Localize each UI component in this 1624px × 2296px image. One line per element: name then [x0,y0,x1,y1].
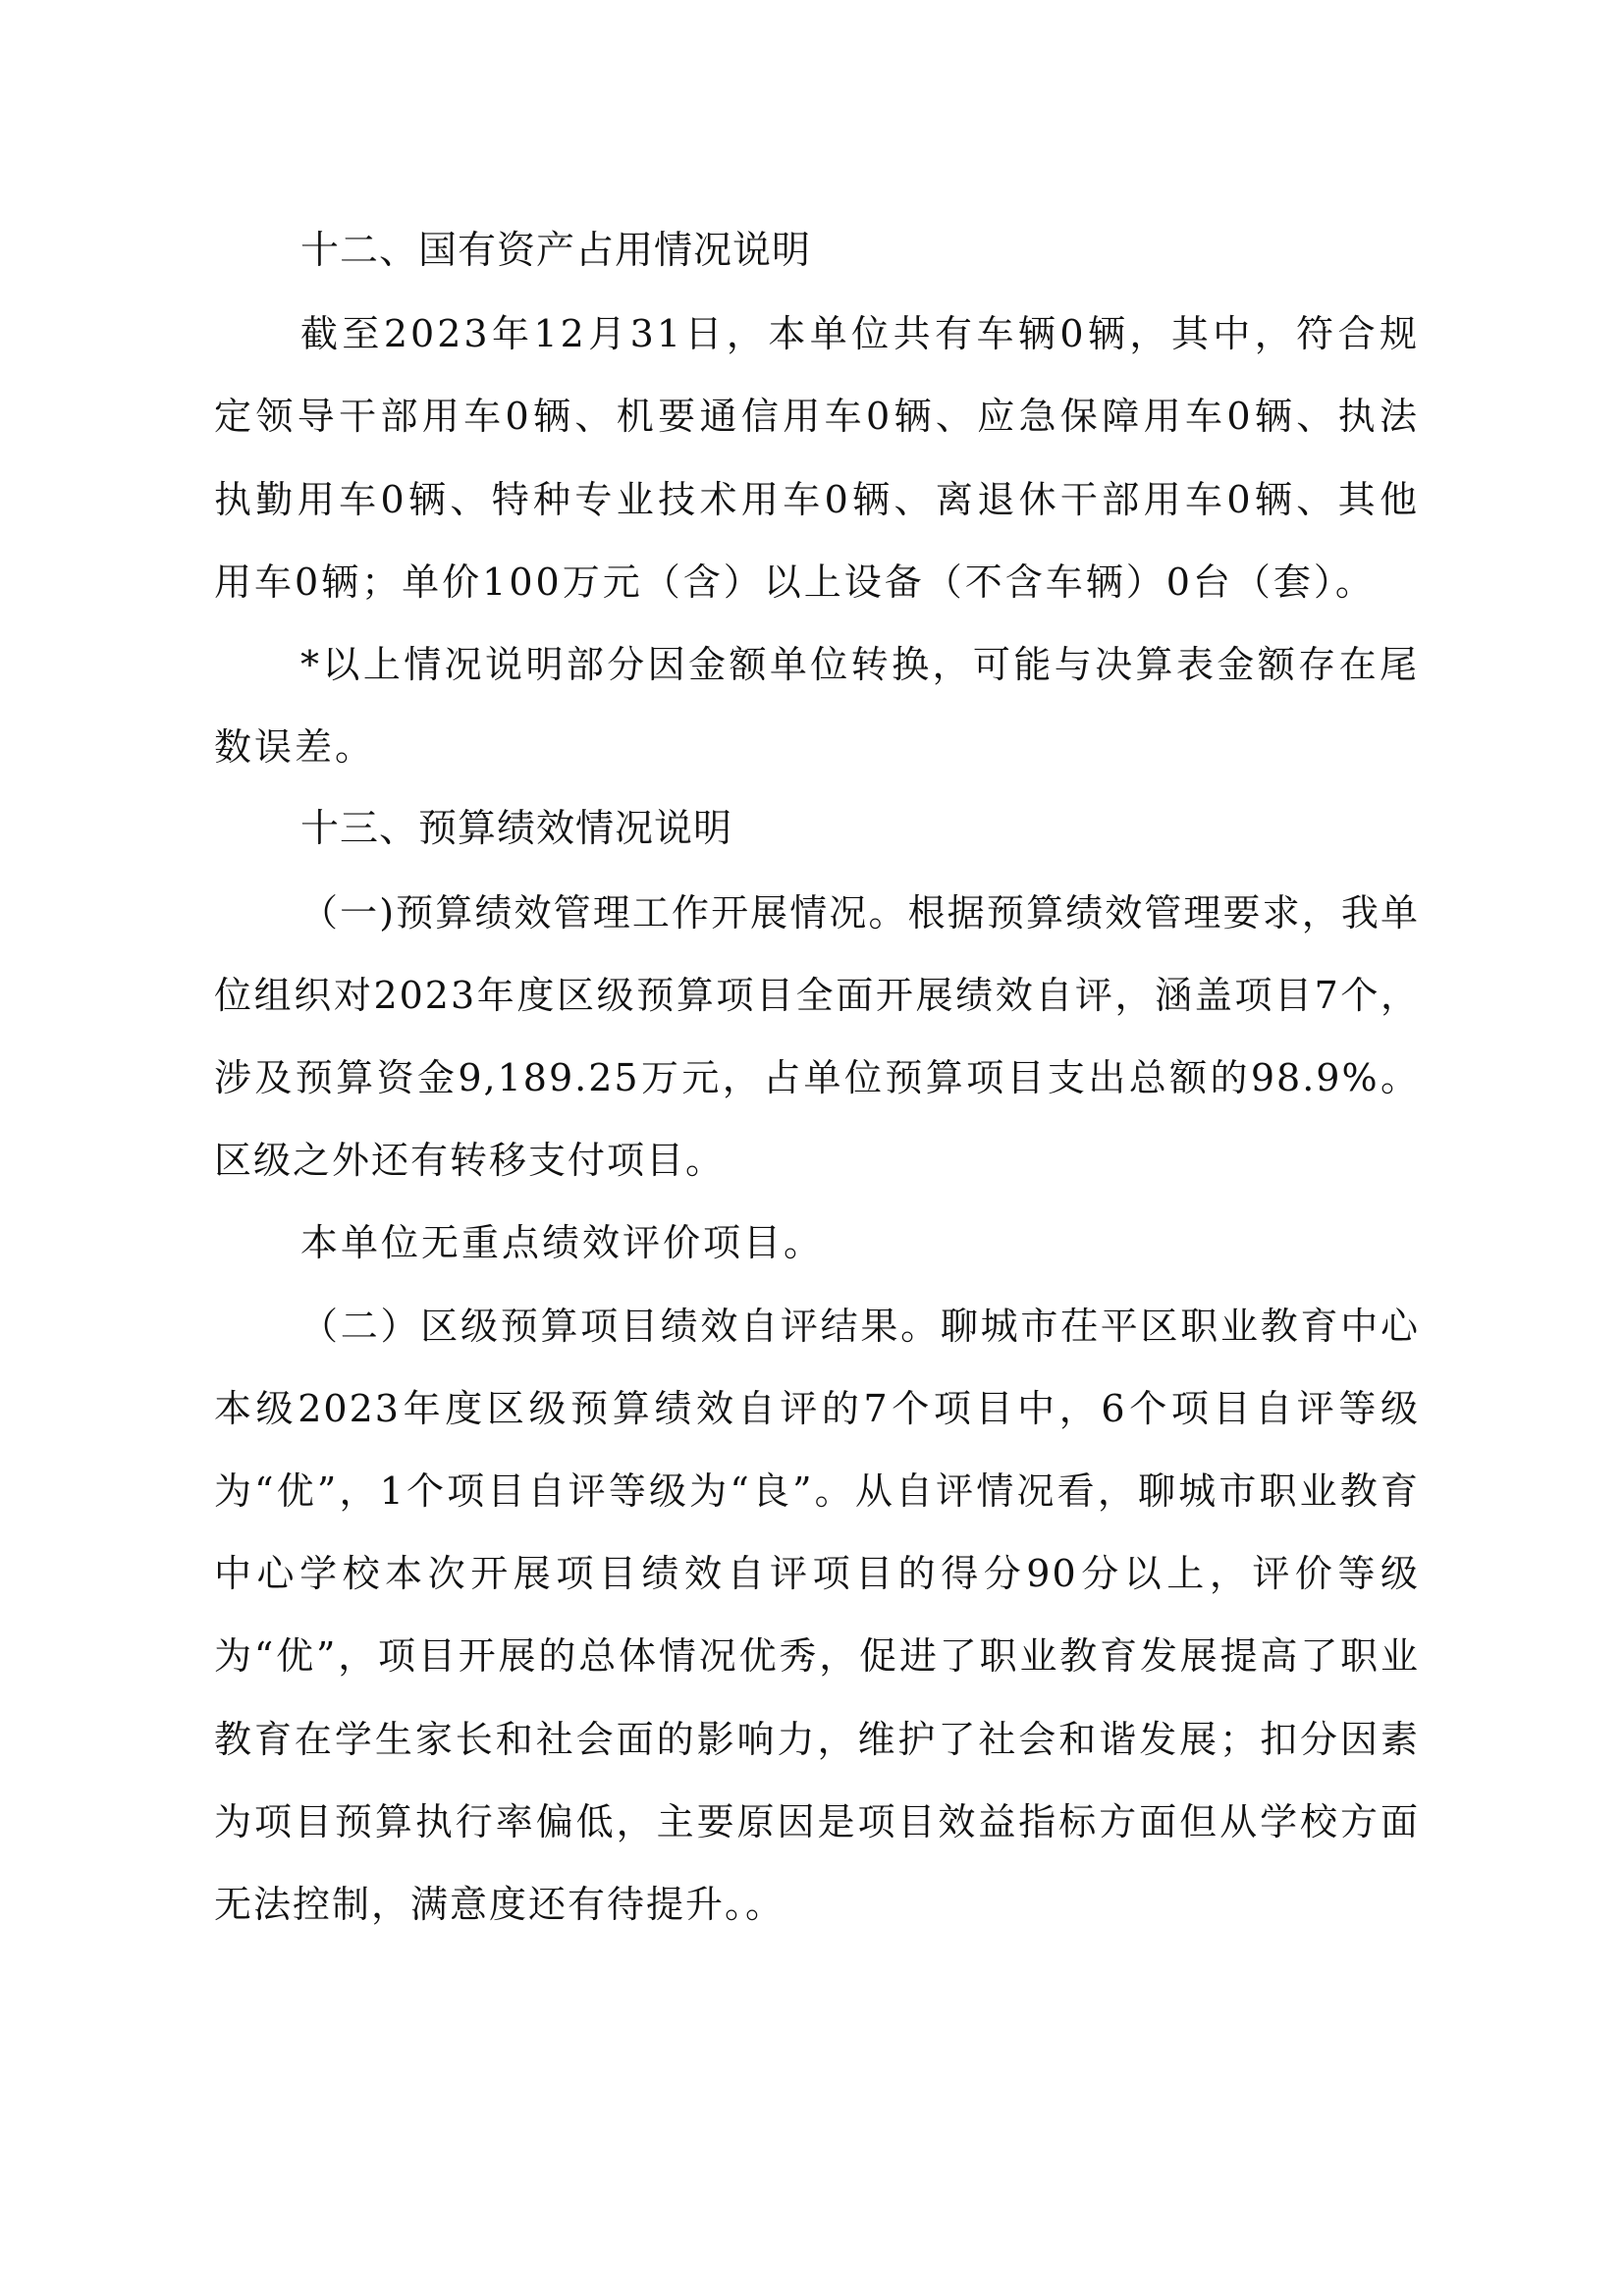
paragraph-no-key-evaluation: 本单位无重点绩效评价项目。 [300,1221,825,1265]
section-heading-13: 十三、预算绩效情况说明 [300,807,733,852]
section-heading-12: 十二、国有资产占用情况说明 [300,229,812,273]
paragraph-self-evaluation-results: （二）区级预算项目绩效自评结果。聊城市茌平区职业教育中心本级2023年度区级预算绩效自评的7个项目中，6个项目自评等级为“优”，1个项目自评等级为“良”。从自评情况看，聊城市职业教育中心学校本次开展项目绩效自评项目的得分90分以上，评价等级为“优”，项目开展的总体情况优秀，促进了职业教育发展提高了职业教育在学生家长和社会面的影响力，维护了社会和谐发展；扣分因素为项目预算执行率偏低，主要原因是项目效益指标方面但从学校方面无法控制，满意度还有待提升。。 [214,1304,1420,1927]
document-body [214,210,1420,1946]
paragraph-performance-management: （一)预算绩效管理工作开展情况。根据预算绩效管理要求，我单位组织对2023年度区级预算项目全面开展绩效自评，涵盖项目7个，涉及预算资金9,189.25万元，占单位预算项目支出总额的98.9%。区级之外还有转移支付项目。 [214,890,1420,1183]
paragraph-rounding-note: *以上情况说明部分因金额单位转换，可能与决算表金额存在尾数误差。 [214,643,1420,770]
paragraph-vehicles-assets: 截至2023年12月31日，本单位共有车辆0辆，其中，符合规定领导干部用车0辆、机要通信用车0辆、应急保障用车0辆、执法执勤用车0辆、特种专业技术用车0辆、离退休干部用车0辆、其他用车0辆；单价100万元（含）以上设备（不含车辆）0台（套）。 [214,312,1420,604]
